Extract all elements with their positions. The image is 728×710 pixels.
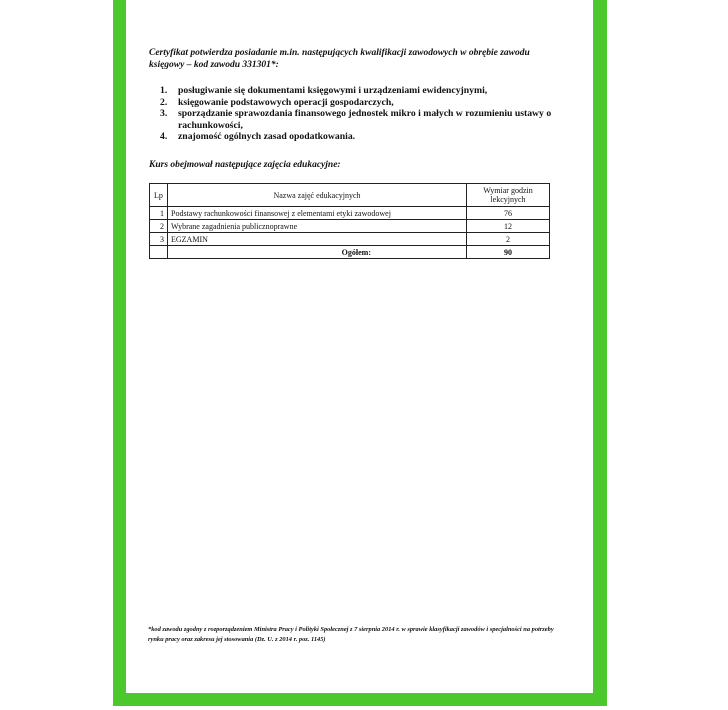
- intro-text: Certyfikat potwierdza posiadanie m.in. następujących kwalifikacji zawodowych w obrębie zawodu księgowy – kod zawodu 331301*:: [149, 48, 530, 70]
- course-heading: Kurs obejmował następujące zajęcia edukacyjne:: [149, 160, 341, 170]
- cell-name: EGZAMIN: [168, 233, 467, 246]
- list-number: 1.: [160, 85, 168, 96]
- list-text: posługiwanie się dokumentami księgowymi i urządzeniami ewidencyjnymi,: [178, 85, 488, 96]
- table-row: [150, 207, 550, 220]
- cell-lp: 3: [150, 233, 168, 246]
- footnote: *kod zawodu zgodny z rozporządzeniem Ministra Pracy i Polityki Społecznej z 7 sierpnia 2014 r. w sprawie klasyfikacji zawodów i specjalności na potrzeby rynku pracy oraz zakresu jej stosowania (Dz. U. z 2014 r. poz. 1145): [148, 626, 554, 643]
- column-header-lp: Lp: [150, 184, 168, 207]
- cell-lp: 2: [150, 220, 168, 233]
- column-header-name: Nazwa zajęć edukacyjnych: [168, 184, 467, 207]
- list-text: znajomość ogólnych zasad opodatkowania.: [178, 131, 356, 142]
- column-header-hours: Wymiar godzin lekcyjnych: [467, 184, 550, 207]
- cell-lp: 1: [150, 207, 168, 220]
- cell-name: Podstawy rachunkowości finansowej z elementami etyki zawodowej: [168, 207, 467, 220]
- list-item: [160, 108, 560, 131]
- list-text: księgowanie podstawowych operacji gospodarczych,: [178, 96, 394, 108]
- list-item: [160, 97, 560, 109]
- cell-hours: 2: [467, 233, 550, 246]
- list-number: 2.: [160, 96, 168, 108]
- cell-hours: 12: [467, 220, 550, 233]
- courses-table: [149, 183, 550, 259]
- total-label: Ogółem:: [168, 246, 467, 259]
- list-number: 4.: [160, 131, 168, 142]
- list-item: [160, 85, 560, 97]
- table-row: [150, 233, 550, 246]
- list-item: [160, 131, 560, 143]
- list-number: 3.: [160, 108, 168, 119]
- cell-name: Wybrane zagadnienia publicznoprawne: [168, 220, 467, 233]
- cell-hours: 76: [467, 207, 550, 220]
- qualifications-list: [160, 85, 560, 143]
- table-row: [150, 220, 550, 233]
- table-total-row: [150, 246, 550, 259]
- cell-blank: [150, 246, 168, 259]
- list-text: sporządzanie sprawozdania finansowego jednostek mikro i małych w rozumieniu ustawy o rachunkowości,: [178, 108, 552, 131]
- table-header-row: [150, 184, 550, 207]
- total-value: 90: [467, 246, 550, 259]
